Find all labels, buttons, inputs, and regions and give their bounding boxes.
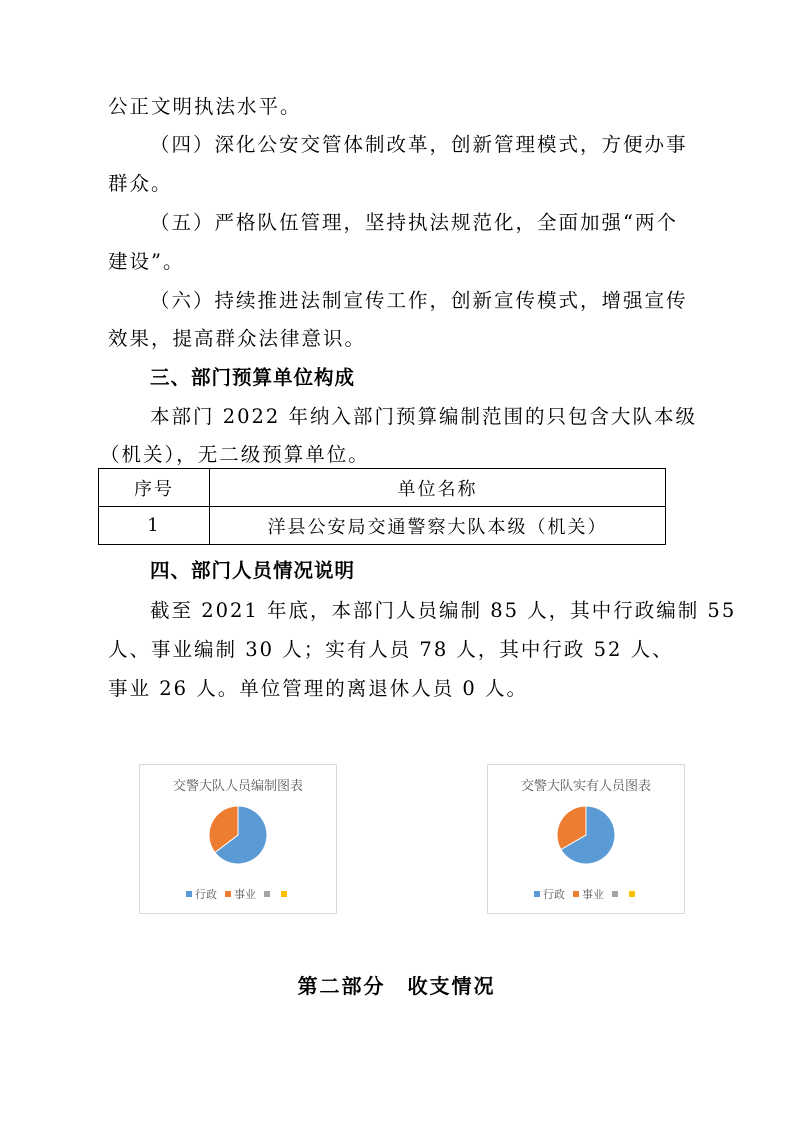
- legend-label: 行政: [195, 888, 217, 901]
- table-cell: 1: [99, 507, 210, 545]
- legend-swatch: [264, 891, 270, 897]
- legend-swatch: [629, 891, 635, 897]
- unit-table: [98, 468, 666, 545]
- legend-item: [264, 886, 273, 902]
- legend-swatch: [225, 891, 231, 897]
- paragraph-line: 群众。: [108, 172, 173, 195]
- paragraph-line: 事业 26 人。单位管理的离退休人员 0 人。: [108, 677, 529, 700]
- paragraph-line: 本部门 2022 年纳入部门预算编制范围的只包含大队本级: [150, 405, 698, 428]
- legend-label: 事业: [234, 888, 256, 901]
- legend-label: 事业: [582, 888, 604, 901]
- paragraph-line: 人、事业编制 30 人；实有人员 78 人，其中行政 52 人、: [108, 638, 674, 661]
- legend-swatch: [281, 891, 287, 897]
- table-cell: 洋县公安局交通警察大队本级（机关）: [210, 507, 666, 545]
- chart-legend: [140, 886, 336, 902]
- legend-item: [573, 886, 604, 902]
- paragraph-line: 截至 2021 年底，本部门人员编制 85 人，其中行政编制 55: [150, 599, 737, 622]
- chart-title: 交警大队人员编制图表: [172, 779, 303, 794]
- chart-title: 交警大队实有人员图表: [520, 779, 651, 794]
- chart-legend: [488, 886, 684, 902]
- legend-item: [534, 886, 565, 902]
- section-heading: 四、部门人员情况说明: [150, 559, 356, 582]
- legend-item: [629, 886, 638, 902]
- table-row: [99, 507, 666, 545]
- part-title: 第二部分 收支情况: [297, 974, 496, 998]
- legend-swatch: [573, 891, 579, 897]
- section-heading: 三、部门预算单位构成: [150, 366, 356, 389]
- actual-staff-pie-chart: [487, 764, 685, 914]
- legend-swatch: [186, 891, 192, 897]
- paragraph-line: （机关），无二级预算单位。: [100, 443, 370, 466]
- table-header-row: [99, 469, 666, 507]
- paragraph-line: 效果，提高群众法律意识。: [108, 327, 367, 350]
- paragraph-line: （六）持续推进法制宣传工作，创新宣传模式，增强宣传: [150, 289, 688, 312]
- paragraph-line: 公正文明执法水平。: [108, 95, 302, 118]
- legend-label: 行政: [543, 888, 565, 901]
- legend-item: [225, 886, 256, 902]
- table-header: 序号: [99, 469, 210, 507]
- paragraph-line: （四）深化公安交管体制改革，创新管理模式，方便办事: [150, 133, 688, 156]
- paragraph-line: 建设”。: [108, 250, 185, 273]
- legend-item: [281, 886, 290, 902]
- legend-swatch: [612, 891, 618, 897]
- legend-item: [186, 886, 217, 902]
- table-header: 单位名称: [210, 469, 666, 507]
- paragraph-line: （五）严格队伍管理，坚持执法规范化，全面加强“两个: [150, 211, 678, 234]
- staffing-pie-chart: [139, 764, 337, 914]
- legend-item: [612, 886, 621, 902]
- legend-swatch: [534, 891, 540, 897]
